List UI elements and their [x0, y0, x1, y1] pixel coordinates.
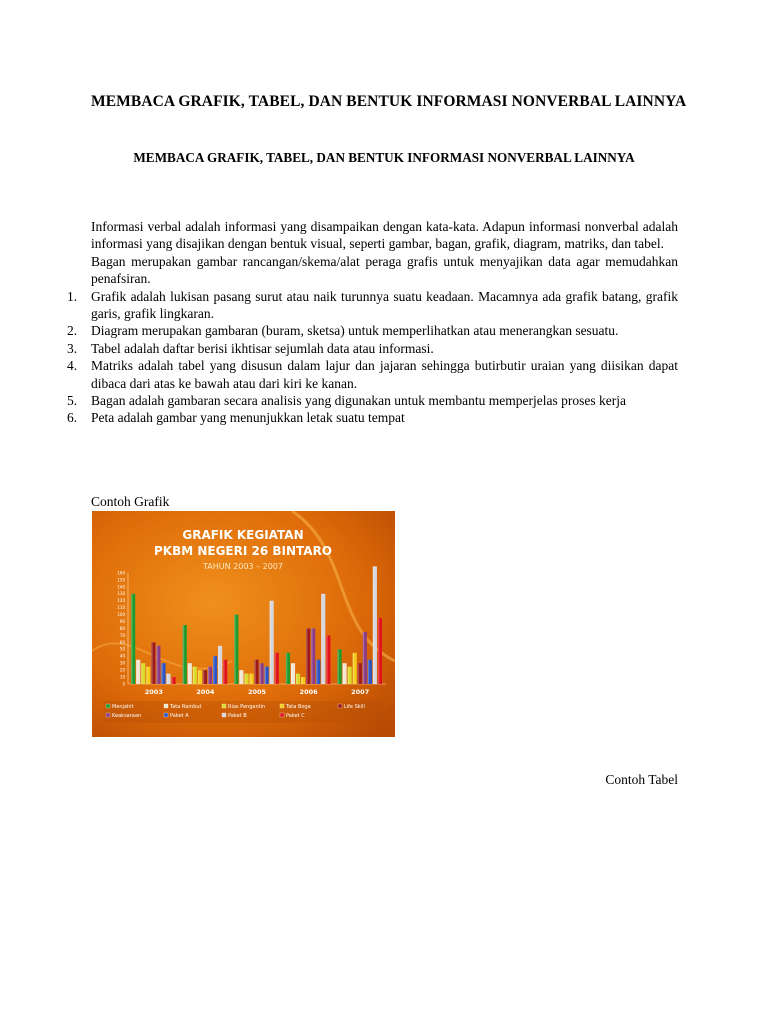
legend-label: Paket B — [228, 713, 247, 719]
list-number: 1. — [67, 288, 78, 304]
legend-label: Life Skill — [344, 704, 365, 710]
legend-label: Paket C — [286, 713, 305, 719]
chart-caption: Contoh Grafik — [91, 494, 170, 509]
list-item — [67, 357, 678, 392]
y-tick-label: 30 — [119, 660, 125, 666]
chart-bar-highlight — [254, 660, 255, 684]
x-tick-label: 2007 — [351, 688, 370, 696]
chart-bar-highlight — [249, 674, 250, 684]
list-text: Grafik adalah lukisan pasang surut atau naik turunnya suatu keadaan. Macamnya ada grafik batang, grafik garis, grafik lingkaran. — [91, 288, 678, 322]
legend-swatch — [164, 704, 168, 708]
chart-bar-highlight — [146, 667, 147, 684]
chart-bar-highlight — [353, 653, 354, 684]
legend-swatch — [164, 713, 168, 717]
chart-bar-highlight — [223, 660, 224, 684]
legend-label: Rias Pengantin — [228, 704, 266, 710]
list-item — [67, 322, 678, 339]
y-tick-label: 120 — [117, 598, 125, 604]
y-tick-label: 140 — [117, 584, 125, 590]
chart-bar-highlight — [141, 663, 142, 684]
chart-bar-highlight — [326, 635, 327, 684]
y-tick-label: 90 — [119, 618, 125, 624]
bar-chart — [92, 511, 395, 737]
legend-swatch — [106, 713, 110, 717]
chart-bar-highlight — [244, 674, 245, 684]
chart-bar-highlight — [131, 594, 132, 684]
list-number: 4. — [67, 358, 78, 374]
chart-bar-highlight — [265, 667, 266, 684]
chart-bar-highlight — [188, 663, 189, 684]
body-text — [67, 218, 678, 427]
legend-swatch — [106, 704, 110, 708]
x-tick-label: 2005 — [247, 688, 267, 696]
paragraph-verbal: Informasi verbal adalah informasi yang disampaikan dengan kata-kata. Adapun informasi nonverbal adalah informasi yang disajikan dengan bentuk visual, seperti gambar, bagan, grafik, diagram, matriks, dan tabel. — [91, 219, 678, 252]
table-caption: Contoh Tabel — [605, 772, 678, 787]
x-tick-label: 2004 — [196, 688, 215, 696]
chart-bar-highlight — [161, 663, 162, 684]
chart-bar-highlight — [166, 674, 167, 684]
list-text: Tabel adalah daftar berisi ikhtisar sejumlah data atau informasi. — [91, 340, 434, 356]
chart-bar-highlight — [203, 670, 204, 684]
list-item — [67, 392, 678, 409]
chart-bar-highlight — [270, 601, 271, 684]
chart-bar-highlight — [198, 670, 199, 684]
legend-label: Tata Rambut — [170, 704, 202, 710]
y-tick-label: 40 — [119, 653, 125, 659]
y-tick-label: 70 — [119, 632, 125, 638]
chart-bar-highlight — [348, 667, 349, 684]
chart-bar-highlight — [343, 663, 344, 684]
list-number: 6. — [67, 410, 78, 426]
list-number: 5. — [67, 393, 78, 409]
legend-swatch — [338, 704, 342, 708]
chart-bar-highlight — [218, 646, 219, 684]
legend-label: Keaksaraan — [112, 713, 142, 719]
y-tick-label: 10 — [119, 674, 125, 680]
legend-label: Menjahit — [112, 704, 134, 710]
chart-bar-highlight — [321, 594, 322, 684]
y-tick-label: 50 — [119, 646, 125, 652]
chart-bar-highlight — [156, 646, 157, 684]
chart-bar-highlight — [311, 629, 312, 685]
chart-bar-highlight — [208, 667, 209, 684]
y-tick-label: 110 — [117, 605, 125, 611]
chart-bar-highlight — [213, 656, 214, 684]
chart-bar-highlight — [171, 677, 172, 684]
y-tick-label: 150 — [117, 577, 125, 583]
chart-image — [92, 511, 395, 737]
legend-swatch — [280, 713, 284, 717]
chart-bar-highlight — [378, 618, 379, 684]
x-tick-label: 2006 — [299, 688, 318, 696]
chart-title-line: GRAFIK KEGIATAN — [182, 528, 304, 542]
chart-bar-highlight — [286, 653, 287, 684]
legend-label: Paket A — [170, 713, 189, 719]
list-number: 2. — [67, 323, 78, 339]
y-tick-label: 100 — [117, 612, 125, 618]
y-tick-label: 60 — [119, 639, 125, 645]
y-tick-label: 0 — [122, 681, 125, 687]
list-item — [67, 288, 678, 323]
list-item — [67, 409, 678, 426]
list-text: Peta adalah gambar yang menunjukkan letak suatu tempat — [91, 410, 405, 426]
chart-bar-highlight — [316, 660, 317, 684]
list-number: 3. — [67, 340, 78, 356]
chart-bar-highlight — [234, 615, 235, 684]
chart-bar-highlight — [291, 663, 292, 684]
x-tick-label: 2003 — [144, 688, 163, 696]
chart-bar-highlight — [136, 660, 137, 684]
legend-label: Tata Boga — [286, 704, 311, 710]
chart-bar-highlight — [358, 663, 359, 684]
list-item — [67, 340, 678, 357]
chart-subtitle: TAHUN 2003 – 2007 — [203, 562, 283, 571]
list-text: Matriks adalah tabel yang disusun dalam lajur dan jajaran sehingga butirbutir uraian yang diisikan dapat dibaca dari atas ke bawah atau dari kiri ke kanan. — [91, 358, 678, 391]
page-subtitle: MEMBACA GRAFIK, TABEL, DAN BENTUK INFORMASI NONVERBAL LAINNYA — [133, 150, 635, 165]
paragraph-bagan: Bagan merupakan gambar rancangan/skema/alat peraga grafis untuk menyajikan data agar memudahkan penafsiran. — [91, 253, 678, 287]
chart-bar-highlight — [363, 632, 364, 684]
chart-bar-highlight — [296, 674, 297, 684]
y-tick-label: 130 — [117, 591, 125, 597]
chart-bar-highlight — [301, 677, 302, 684]
chart-bar-highlight — [373, 566, 374, 684]
list-text: Bagan adalah gambaran secara analisis yang digunakan untuk membantu memperjelas proses kerja — [91, 393, 626, 409]
chart-legend — [104, 701, 384, 723]
chart-bar-highlight — [239, 670, 240, 684]
y-tick-label: 80 — [119, 625, 125, 631]
chart-bar-highlight — [193, 667, 194, 684]
chart-bar-highlight — [151, 642, 152, 684]
chart-bar-highlight — [275, 653, 276, 684]
list-text: Diagram merupakan gambaran (buram, sketsa) untuk memperlihatkan atau menerangkan sesuatu. — [91, 323, 619, 339]
y-tick-label: 160 — [117, 570, 125, 576]
chart-bar-highlight — [183, 625, 184, 684]
chart-title-line: PKBM NEGERI 26 BINTARO — [153, 544, 333, 558]
definition-list — [67, 288, 678, 427]
chart-bar-highlight — [337, 649, 338, 684]
y-tick-label: 20 — [119, 667, 125, 673]
legend-swatch — [280, 704, 284, 708]
page-title: MEMBACA GRAFIK, TABEL, DAN BENTUK INFORMASI NONVERBAL LAINNYA — [91, 93, 687, 110]
chart-bar-highlight — [260, 663, 261, 684]
legend-swatch — [222, 704, 226, 708]
legend-swatch — [222, 713, 226, 717]
chart-bar-highlight — [306, 629, 307, 685]
chart-bar-highlight — [368, 660, 369, 684]
